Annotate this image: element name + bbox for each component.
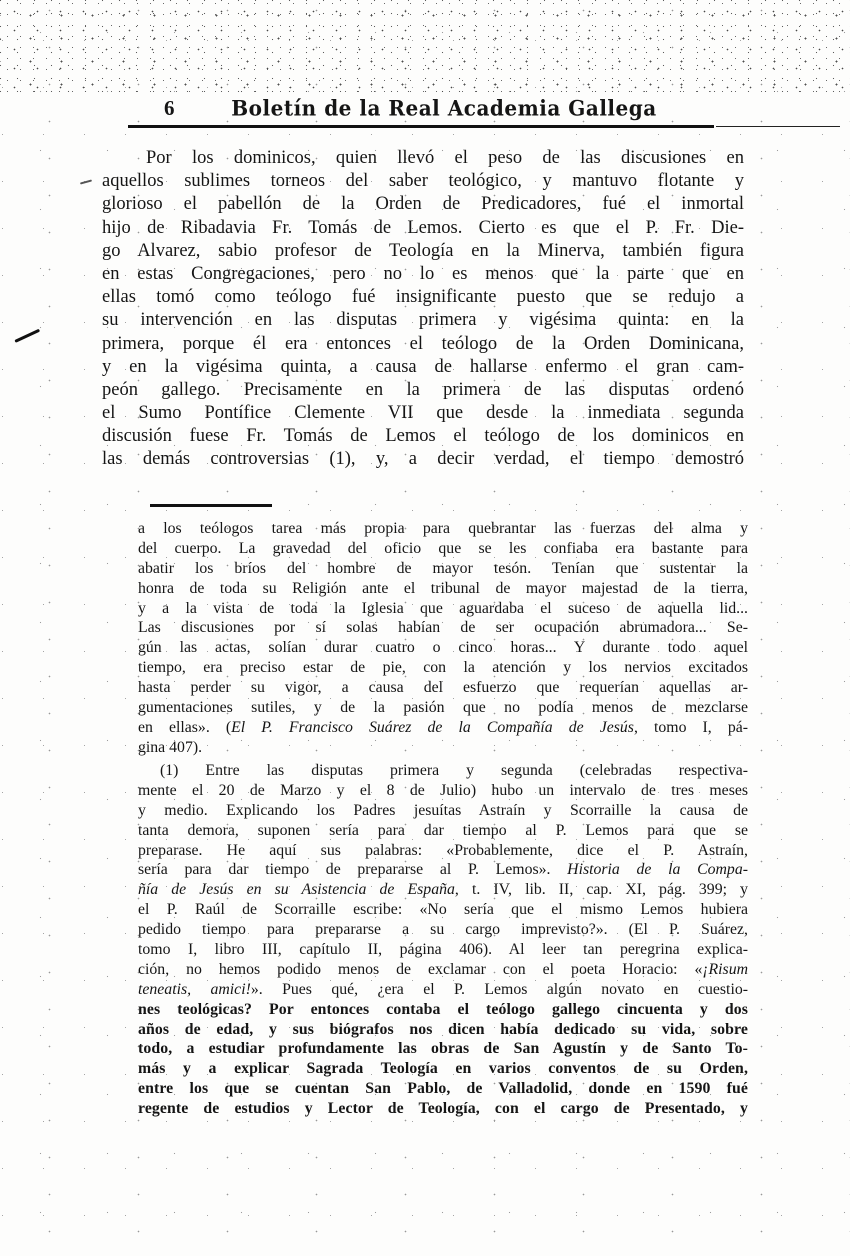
- italic-text-segment: Historia de la Compa-: [567, 861, 748, 879]
- text-line: tiempo, era preciso estar de pie, con la atención y los nervios excitados: [138, 659, 748, 677]
- text-line: primera, porque él era entonces el teólogo de la Orden Dominicana,: [102, 333, 744, 354]
- footnote-1: [138, 761, 748, 1119]
- text-line: [138, 1099, 748, 1119]
- text-line: mente el 20 de Marzo y el 8 de Julio) hubo un intervalo de tres meses: [138, 781, 748, 799]
- text-line: ellas tomó como teólogo fué insignificante puesto que se redujo a: [102, 287, 744, 308]
- text-segment: regente de estudios y Lector de Teología, con el cargo de Presentado, y: [138, 1100, 748, 1118]
- text-line: tomo I, libro III, capítulo II, página 406). Al leer tan peregrina explica-: [138, 941, 748, 959]
- text-line: [138, 1039, 748, 1059]
- text-line: a los teólogos tarea más propia para quebrantar las fuerzas del alma y: [138, 520, 748, 537]
- text-line: hijo de Ribadavia Fr. Tomás de Lemos. Cierto es que el P. Fr. Die-: [102, 217, 744, 238]
- text-line: [138, 718, 748, 738]
- text-line: glorioso el pabellón de la Orden de Predicadores, fué el inmortal: [102, 194, 744, 215]
- text-line: [138, 860, 748, 880]
- text-line: las demás controversias (1), y, a decir verdad, el tiempo demostró: [102, 449, 744, 470]
- text-line: del cuerpo. La gravedad del oficio que se les confiaba era bastante para: [138, 539, 748, 557]
- header-rule: [128, 124, 840, 128]
- text-segment: años de edad, y sus biógrafos nos dicen había dedicado su vida, sobre: [138, 1020, 748, 1038]
- text-line: [138, 960, 748, 980]
- text-line: hasta perder su vigor, a causa del esfuerzo que requerían aquellas ar-: [138, 679, 748, 697]
- text-line: [138, 1079, 748, 1099]
- footnote-continuation: [138, 519, 748, 758]
- text-line: pedido tiempo para prepararse a su cargo imprevisto?». (El P. Suárez,: [138, 921, 748, 939]
- text-segment: nes teológicas? Por entonces contaba el teólogo gallego cincuenta y dos: [138, 1000, 748, 1018]
- text-line: [138, 1000, 748, 1020]
- text-line: preparase. He aquí sus palabras: «Probablemente, dice el P. Astraín,: [138, 841, 748, 859]
- text-segment: todo, a estudiar profundamente las obras de San Agustín y de Santo To-: [138, 1040, 748, 1058]
- page-number: 6: [164, 96, 175, 120]
- italic-text-segment: teneatis, amici!: [138, 980, 251, 998]
- text-line: aquellos sublimes torneos del saber teológico, y mantuvo flotante y: [102, 171, 744, 192]
- text-segment: , tomo I, pá-: [633, 718, 749, 736]
- body-paragraph: [102, 147, 744, 472]
- text-line: [138, 1059, 748, 1079]
- text-line: el Sumo Pontífice Clemente VII que desde la inmediata segunda: [102, 403, 744, 424]
- text-segment: ». Pues qué, ¿era el P. Lemos algún novato en cuestio-: [250, 980, 748, 998]
- text-segment: en ellas». (: [138, 718, 232, 736]
- text-line: gumentaciones sutiles, y de la pasión que no podía menos de mezclarse: [138, 699, 748, 717]
- header-rule-thin: [716, 126, 840, 127]
- text-line: el P. Raúl de Scorraille escribe: «No sería que el mismo Lemos hubiera: [138, 901, 748, 919]
- italic-text-segment: El P. Francisco Suárez de la Compañía de Jesús: [231, 718, 634, 736]
- text-segment: , t. IV, lib. II, cap. XI, pág. 399; y: [454, 881, 748, 899]
- text-line: su intervención en las disputas primera y vigésima quinta: en la: [102, 310, 744, 331]
- text-line: y medio. Explicando los Padres jesuítas Astraín y Scorraille la causa de: [138, 801, 748, 819]
- text-line: Las discusiones por sí solas habían de ser ocupación abrumadora... Se-: [138, 619, 748, 637]
- text-line: discusión fuese Fr. Tomás de Lemos el teólogo de los dominicos en: [102, 426, 744, 447]
- text-line: go Alvarez, sabio profesor de Teología en la Minerva, también figura: [102, 240, 744, 261]
- text-line: tanta demora, suponen sería para dar tiempo al P. Lemos para que se: [138, 821, 748, 839]
- scan-noise-top-band: [0, 0, 850, 92]
- text-segment: ción, no hemos podido menos de exclamar con el poeta Horacio: «: [138, 960, 703, 978]
- text-line: en estas Congregaciones, pero no lo es menos que la parte que en: [102, 263, 744, 284]
- text-line: gún las actas, solían durar cuatro o cinco horas... Y durante todo aquel: [138, 639, 748, 657]
- footnote-separator-rule: [150, 504, 272, 507]
- page-header: [128, 96, 840, 122]
- margin-small-mark: [80, 179, 92, 184]
- header-rule-thick: [128, 125, 714, 128]
- text-line: [138, 980, 748, 1000]
- text-line: [138, 1020, 748, 1040]
- text-segment: entre los que se cuentan San Pablo, de Valladolid, donde en 1590 fué: [138, 1080, 748, 1098]
- text-line: abatir los bríos del hombre de mayor tesón. Tenían que sustentar la: [138, 559, 748, 577]
- italic-text-segment: ñía de Jesús en su Asistencia de España: [138, 881, 455, 899]
- text-line: [138, 880, 748, 900]
- text-line: gina 407).: [138, 738, 203, 756]
- text-line: honra de toda su Religión ante el tribunal de mayor majestad de la tierra,: [138, 579, 748, 597]
- text-segment: sería para dar tiempo de prepararse al P. Lemos».: [138, 861, 568, 879]
- italic-text-segment: ¡Risum: [702, 960, 748, 978]
- page-title: Boletín de la Real Academia Gallega: [231, 95, 657, 121]
- text-segment: más y a explicar Sagrada Teología en varios conventos de su Orden,: [138, 1060, 748, 1078]
- margin-pen-mark: [14, 329, 40, 343]
- text-line: peón gallego. Precisamente en la primera de las disputas ordenó: [102, 379, 744, 400]
- text-line: (1) Entre las disputas primera y segunda (celebradas respectiva-: [160, 762, 748, 779]
- text-line: Por los dominicos, quien llevó el peso de las discusiones en: [146, 148, 744, 168]
- text-line: y en la vigésima quinta, a causa de hallarse enfermo el gran cam-: [102, 356, 744, 377]
- text-line: y a la vista de toda la Iglesia que aguardaba el suceso de aquella lid...: [138, 599, 748, 617]
